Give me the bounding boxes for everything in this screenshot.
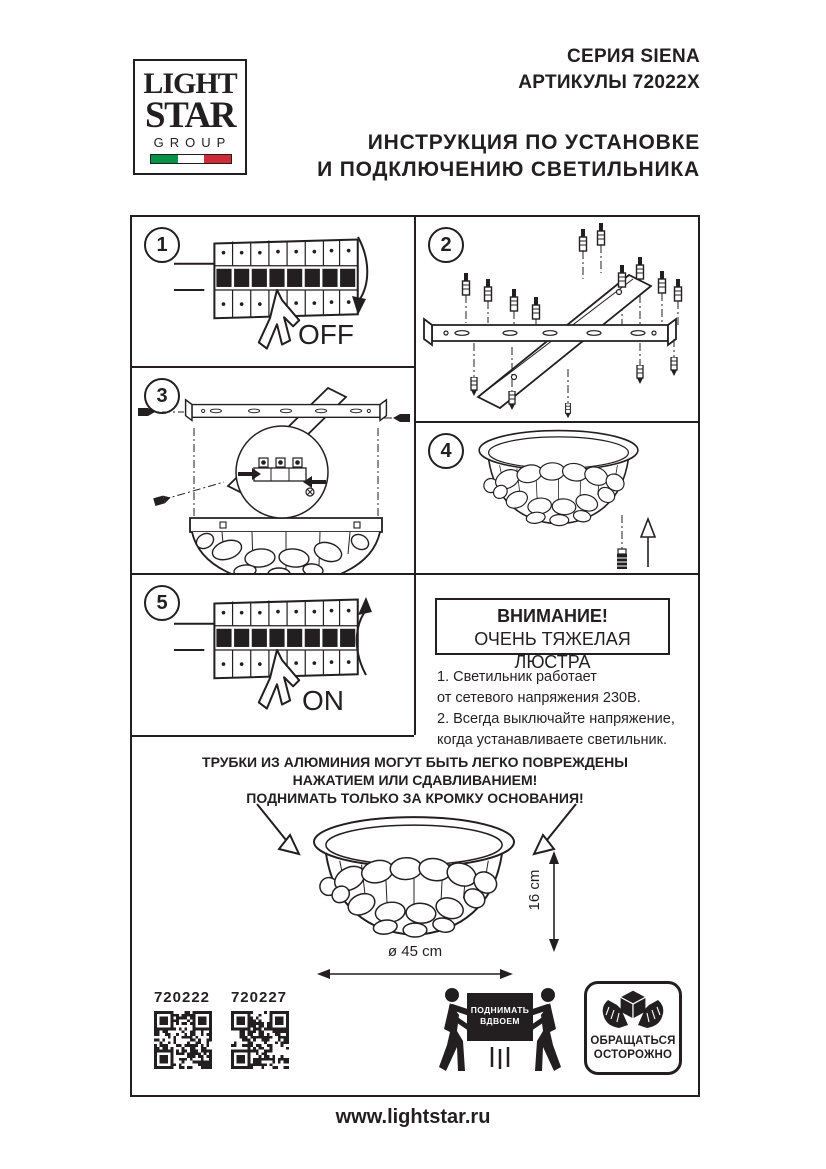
safety-notes xyxy=(437,667,695,751)
lift-pictogram-text xyxy=(467,1005,533,1027)
attention-box xyxy=(435,598,670,672)
website-url: www.lightstar.ru xyxy=(335,1106,491,1128)
height-dimension-arrow xyxy=(546,849,562,954)
handling-line: ПОДНИМАТЬ ТОЛЬКО ЗА КРОМКУ ОСНОВАНИЯ! xyxy=(246,790,584,806)
height-dimension-label: 16 cm xyxy=(526,869,543,911)
attention-subtitle: ОЧЕНЬ ТЯЖЕЛАЯ ЛЮСТРА xyxy=(474,629,631,672)
article-code-2: 720227 xyxy=(230,989,288,1006)
qr-code-1 xyxy=(154,1011,212,1069)
note-line: когда устанавливаете светильник. xyxy=(437,732,668,748)
attention-title: ВНИМАНИЕ! xyxy=(497,606,608,626)
article-code-1: 720222 xyxy=(153,989,211,1006)
logo-word-star: STAR xyxy=(145,95,235,136)
lift-text-line2: ВДВОЕМ xyxy=(480,1016,520,1026)
care-text-line2: ОСТОРОЖНО xyxy=(593,1049,673,1061)
off-label: OFF xyxy=(298,319,354,350)
care-text-line1: ОБРАЩАТЬСЯ xyxy=(590,1035,676,1047)
diameter-dimension-arrow xyxy=(315,967,515,981)
lift-text-line1: ПОДНИМАТЬ xyxy=(470,1005,530,1015)
handling-line: НАЖАТИЕМ ИЛИ СДАВЛИВАНИЕМ! xyxy=(292,772,538,788)
grid-divider-h4 xyxy=(132,735,414,737)
series-title: СЕРИЯ SIENA xyxy=(566,46,700,67)
arrow-up-icon xyxy=(350,593,374,677)
arrow-down-icon xyxy=(350,235,374,319)
document-header xyxy=(317,44,700,183)
handling-line: ТРУБКИ ИЗ АЛЮМИНИЯ МОГУТ БЫТЬ ЛЕГКО ПОВРЕЖДЕНЫ xyxy=(202,754,628,770)
note-line: от сетевого напряжения 230В. xyxy=(437,690,641,706)
grid-divider-h3 xyxy=(132,573,698,575)
instruction-title-line1: ИНСТРУКЦИЯ ПО УСТАНОВКЕ xyxy=(367,131,700,154)
pointer-arrow-left-icon xyxy=(253,802,309,862)
articles-title: АРТИКУЛЫ 72022X xyxy=(518,72,700,93)
chandelier-mounting-diagram xyxy=(416,423,698,573)
steps-grid xyxy=(130,215,700,1097)
chandelier-dimensions-diagram xyxy=(310,815,518,954)
mounting-bracket-diagram xyxy=(416,219,698,419)
handling-warning xyxy=(132,753,698,807)
hands-holding-cube-icon xyxy=(587,987,679,1033)
care-pictogram-text xyxy=(587,1034,679,1062)
lift-in-pairs-pictogram xyxy=(436,983,564,1079)
diameter-dimension-label: ø 45 cm xyxy=(387,943,443,960)
step-1-label: 1 xyxy=(156,233,168,256)
note-line: 2. Всегда выключайте напряжение, xyxy=(437,711,675,727)
handle-with-care-pictogram xyxy=(584,981,682,1075)
logo-word-light: LIGHT xyxy=(143,67,237,100)
logo-word-group: GROUP xyxy=(153,135,232,150)
qr-code-2 xyxy=(231,1011,289,1069)
two-people-lifting-icon xyxy=(436,983,564,1079)
wiring-assembly-diagram xyxy=(132,368,414,573)
note-line: 1. Светильник работает xyxy=(437,669,597,685)
italian-flag-icon xyxy=(150,154,232,164)
step-3-label: 3 xyxy=(156,384,168,407)
lightstar-logo xyxy=(133,59,247,175)
step-4-label: 4 xyxy=(440,439,452,462)
step-2-label: 2 xyxy=(440,233,452,256)
instruction-title-line2: И ПОДКЛЮЧЕНИЮ СВЕТИЛЬНИКА xyxy=(317,158,700,181)
step-5-label: 5 xyxy=(156,591,168,614)
on-label: ON xyxy=(302,685,344,716)
